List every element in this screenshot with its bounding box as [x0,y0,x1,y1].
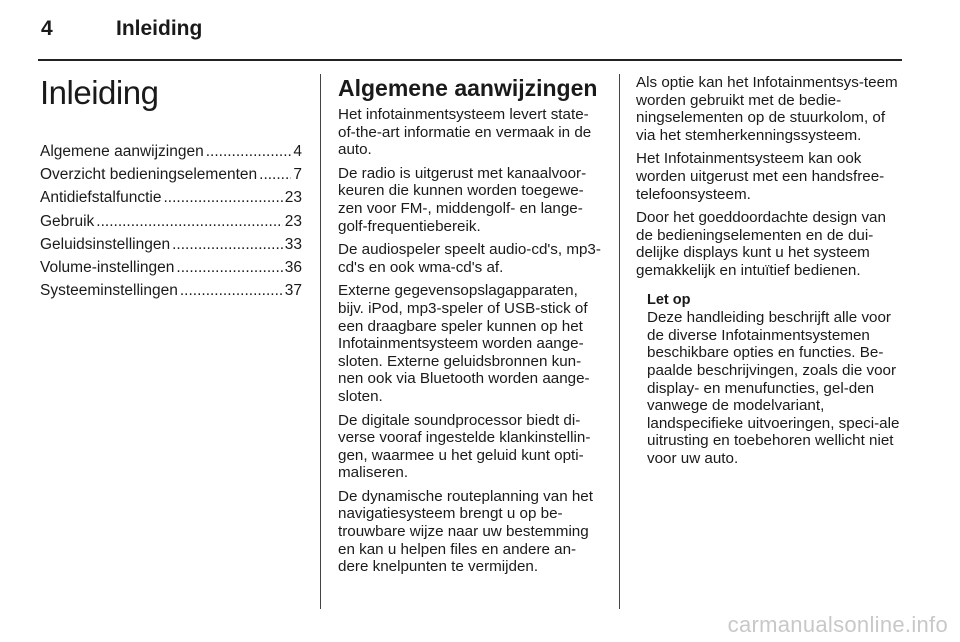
middle-column [338,74,604,582]
toc-entry-label: Algemene aanwijzingen [40,143,204,160]
toc-entry[interactable] [40,210,302,233]
toc-entry-page: 36 [284,259,302,277]
paragraph: De dynamische routeplanning van het navigatiesysteem brengt u op be-trouwbare wijze naar uw bestemming en kan u helpen files en andere an-dere knelpunten te vermijden. [338,487,593,576]
toc-column [40,74,302,302]
toc-entry-page: 7 [293,166,302,184]
watermark: carmanualsonline.info [727,612,948,637]
running-title: Inleiding [116,17,203,40]
paragraph: Als optie kan het Infotainmentsys-teem worden gebruikt met de bedie-ningselementen op de stuurkolom, of via het stemherkenningssysteem. [636,74,898,144]
page-number: 4 [41,17,53,40]
toc-entry-label: Volume-instellingen [40,259,175,277]
toc-entry-page: 4 [293,143,302,160]
toc-entry-label: Geluidsinstellingen [40,235,171,253]
paragraph: De radio is uitgerust met kanaalvoor-keuren die kunnen worden toegewe-zen voor FM-, middengolf- en lange-golf-frequentiebereik. [338,164,587,235]
section-title: Algemene aanwijzingen [338,75,598,101]
paragraph: De digitale soundprocessor biedt di-verse vooraf ingestelde klankinstellin-gen, waarmee u het geluid kunt opti-maliseren. [338,411,591,482]
toc-entry-label: Gebruik [40,212,95,230]
column-divider [320,74,321,609]
note-text: Deze handleiding beschrijft alle voor de diverse Infotainmentsystemen beschikbare opties en functies. Be-paalde beschrijvingen, zoals die voor display- en menufuncties, gel-den vanwege de modelvariant, landspecifieke uitvoeringen, speci-ale uitrusting en toebehoren wellicht niet voor uw auto. [647,309,900,467]
paragraph: Externe gegevensopslagapparaten, bijv. iPod, mp3-speler of USB-stick of een draagbare speler kunnen op het Infotainmentsysteem worden aange-sloten. Externe geluidsbronnen kun-nen ook via Bluetooth worden aange-sloten. [338,282,590,405]
toc-entry[interactable] [40,233,302,256]
chapter-title: Inleiding [40,74,159,111]
toc-entry[interactable] [40,186,302,209]
paragraph: Het infotainmentsysteem levert state-of-the-art informatie en vermaak in de auto. [338,106,592,159]
toc-leader-dots [176,256,282,279]
toc-leader-dots [259,163,291,186]
toc-entry-label: Antidiefstalfunctie [40,189,162,207]
toc-entry-label: Systeeminstellingen [40,282,178,300]
paragraph: De audiospeler speelt audio-cd's, mp3-cd's en ook wma-cd's af. [338,241,601,276]
toc-entry[interactable] [40,279,302,302]
toc-entry-label: Overzicht bedieningselementen [40,166,258,184]
toc-leader-dots [96,210,282,233]
right-column [636,74,904,467]
toc-leader-dots [172,233,283,256]
toc-leader-dots [180,279,283,302]
toc-entry[interactable] [40,256,302,279]
column-divider [619,74,620,609]
note-box [647,292,904,468]
toc-leader-dots [206,140,292,163]
toc-entry[interactable] [40,163,302,186]
paragraph: Door het goeddoordachte design van de bedieningselementen en de dui-delijke displays kunt u het systeem gemakkelijk en intuïtief bedienen. [636,209,886,279]
toc-entry-page: 23 [284,212,302,230]
page-header [0,0,960,60]
toc-entry-page: 23 [284,189,302,207]
toc-entry-page: 37 [284,282,302,300]
note-title: Let op [647,291,691,308]
toc-entry[interactable] [40,140,302,163]
header-rule [38,59,902,61]
paragraph: Het Infotainmentsysteem kan ook worden uitgerust met een handsfree-telefoonsysteem. [636,150,885,203]
table-of-contents [40,140,302,302]
toc-leader-dots [164,186,283,209]
toc-entry-page: 33 [284,235,302,253]
